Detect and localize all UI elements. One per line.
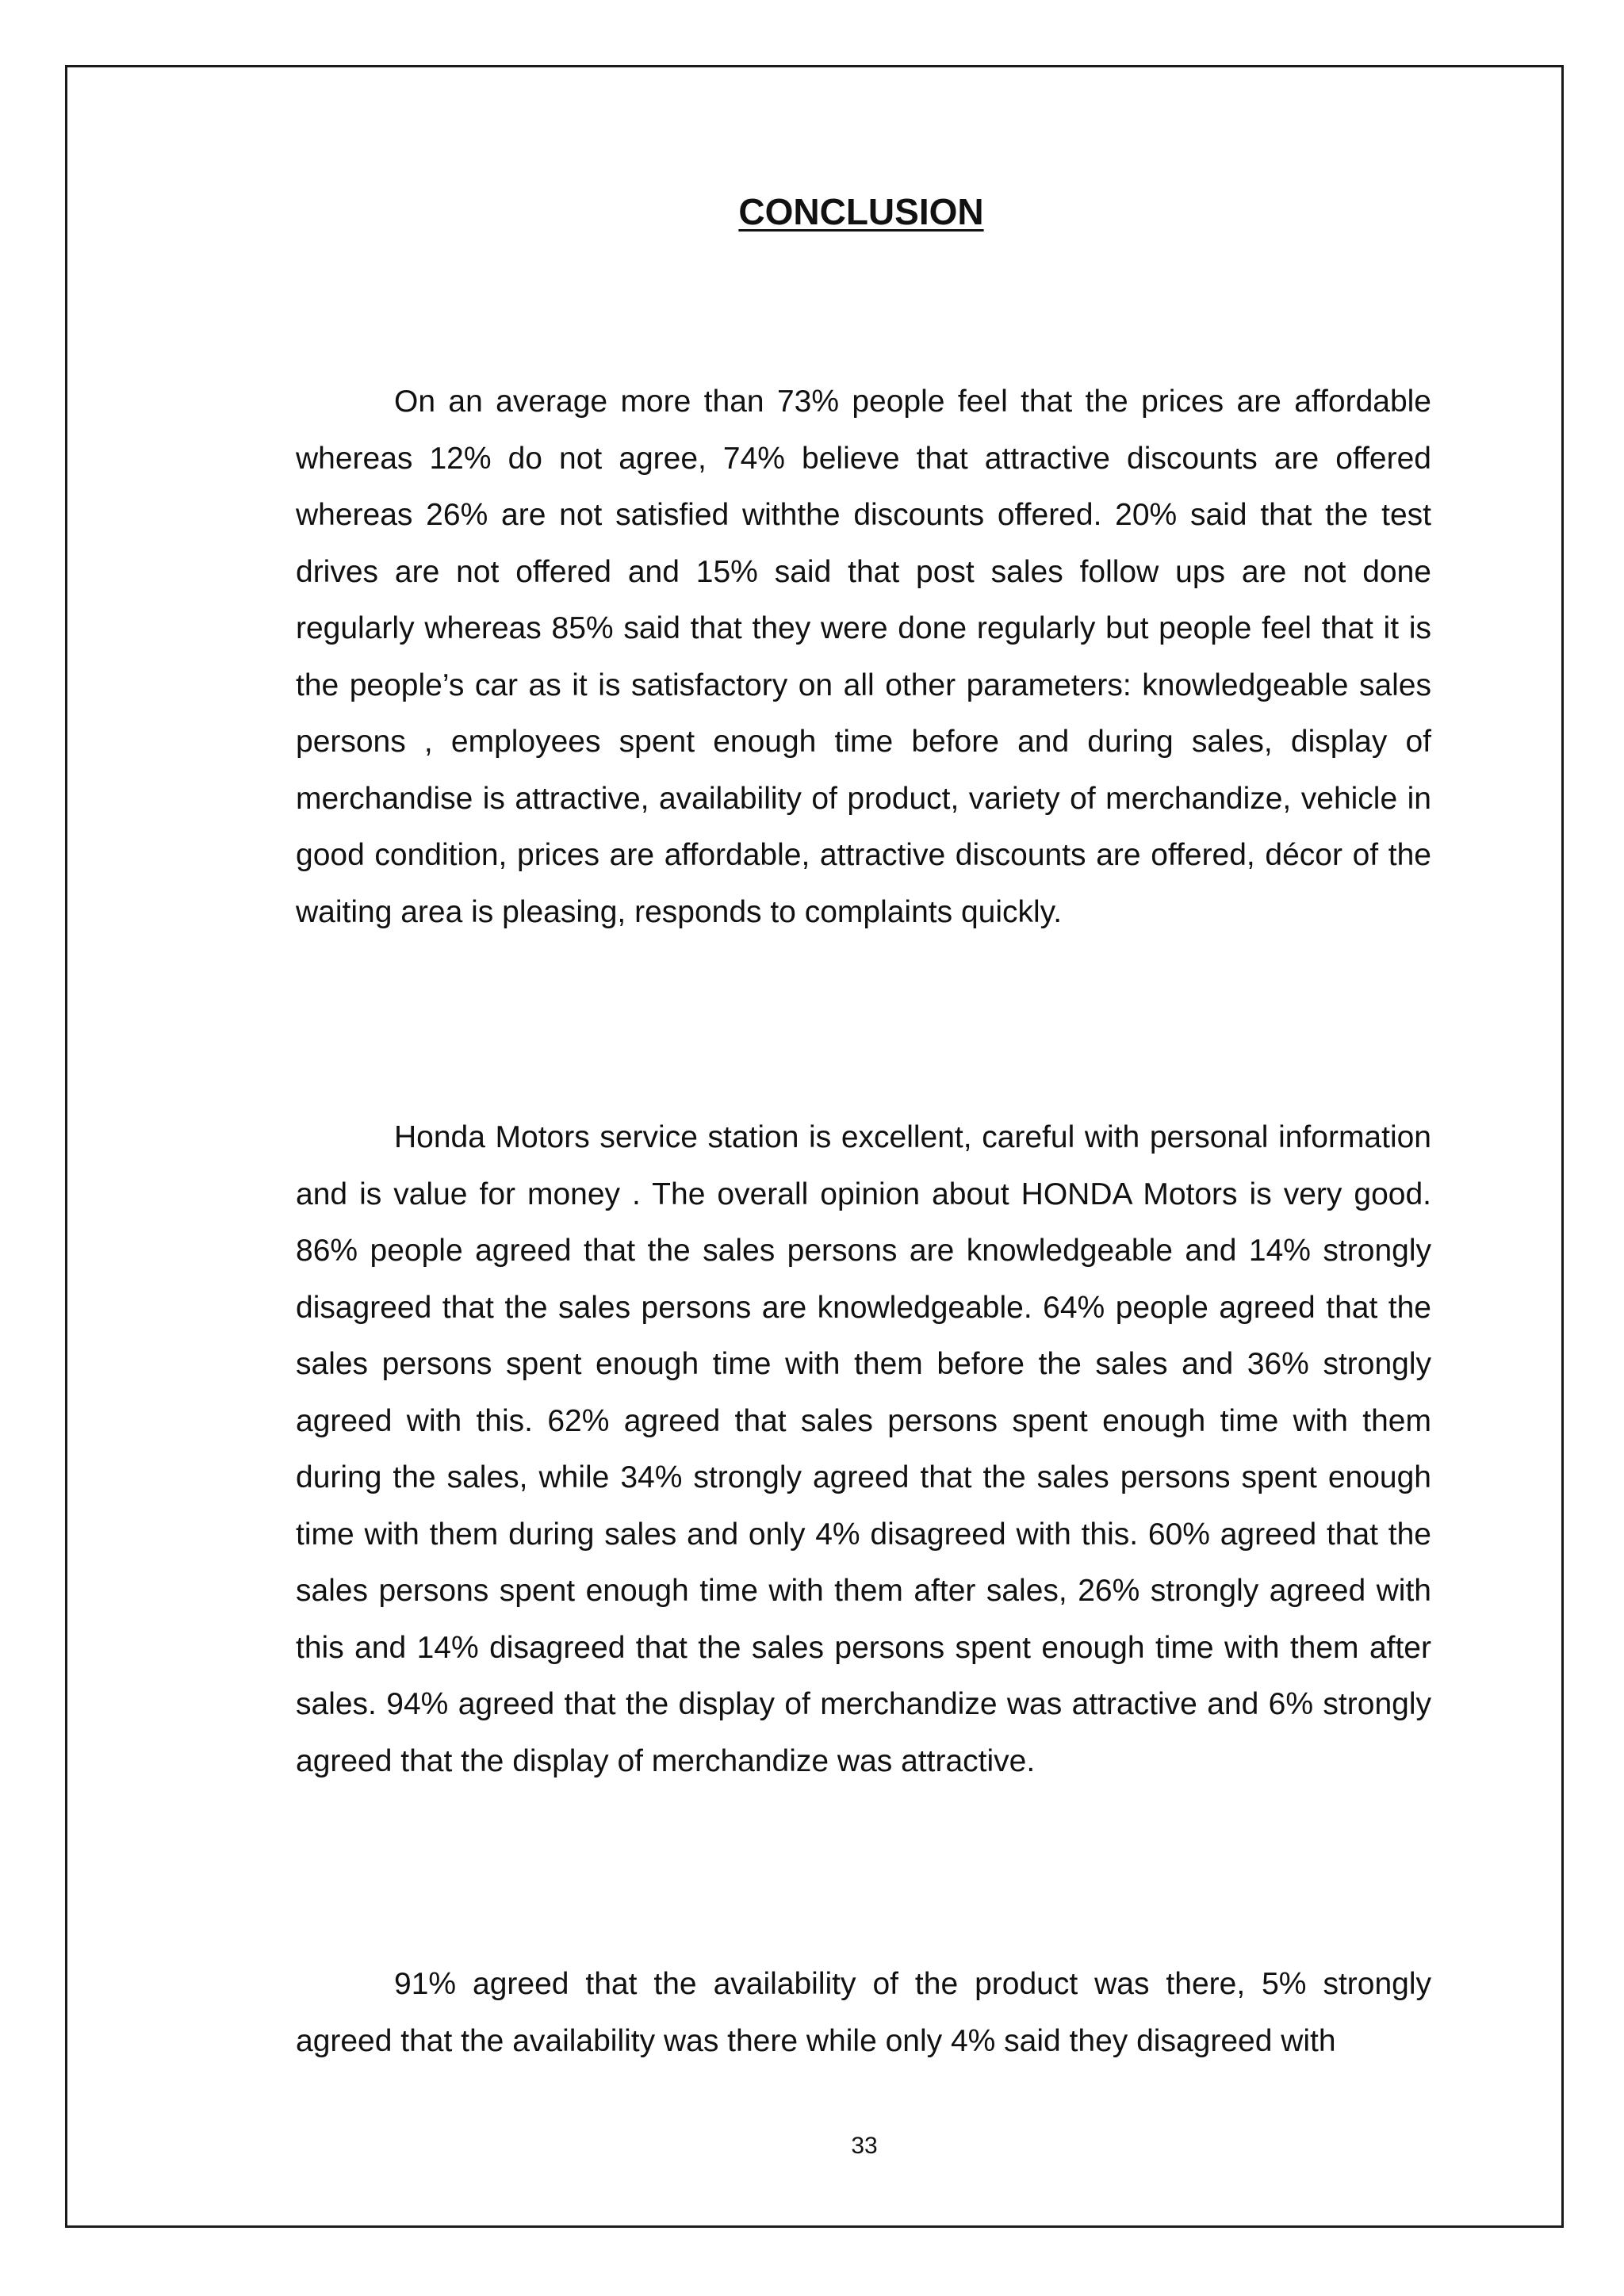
paragraph-1: On an average more than 73% people feel that the prices are affordable whereas 12% do not agree, 74% believe that attractive discounts are offered whereas 26% are not satisfied withthe discounts offered. 20% said that the test drives are not offered and 15% said that post sales follow ups are not done regularly whereas 85% said that they were done regularly but people feel that it is the people’s car as it is satisfactory on all other parameters: knowledgeable sales persons , employees spent enough time before and during sales, display of merchandise is attractive, availability of product, variety of merchandize, vehicle in good condition, prices are affordable, attractive discounts are offered, décor of the waiting area is pleasing, responds to complaints quickly. xyxy=(296,385,1431,929)
page-title: CONCLUSION xyxy=(738,191,984,232)
page-number: 33 xyxy=(851,2133,878,2159)
paragraph-2: Honda Motors service station is excellent, careful with personal information and is value for money . The overall opinion about HONDA Motors is very good. 86% people agreed that the sales persons are knowledgeable and 14% strongly disagreed that the sales persons are knowledgeable. 64% people agreed that the sales persons spent enough time with them before the sales and 36% strongly agreed with this. 62% agreed that sales persons spent enough time with them during the sales, while 34% strongly agreed that the sales persons spent enough time with them during sales and only 4% disagreed with this. 60% agreed that the sales persons spent enough time with them after sales, 26% strongly agreed with this and 14% disagreed that the sales persons spent enough time with them after sales. 94% agreed that the display of merchandize was attractive and 6% strongly agreed that the display of merchandize was attractive. xyxy=(296,1120,1431,1778)
paragraph-3: 91% agreed that the availability of the product was there, 5% strongly agreed that the availability was there while only 4% said they disagreed with xyxy=(296,1967,1431,2058)
